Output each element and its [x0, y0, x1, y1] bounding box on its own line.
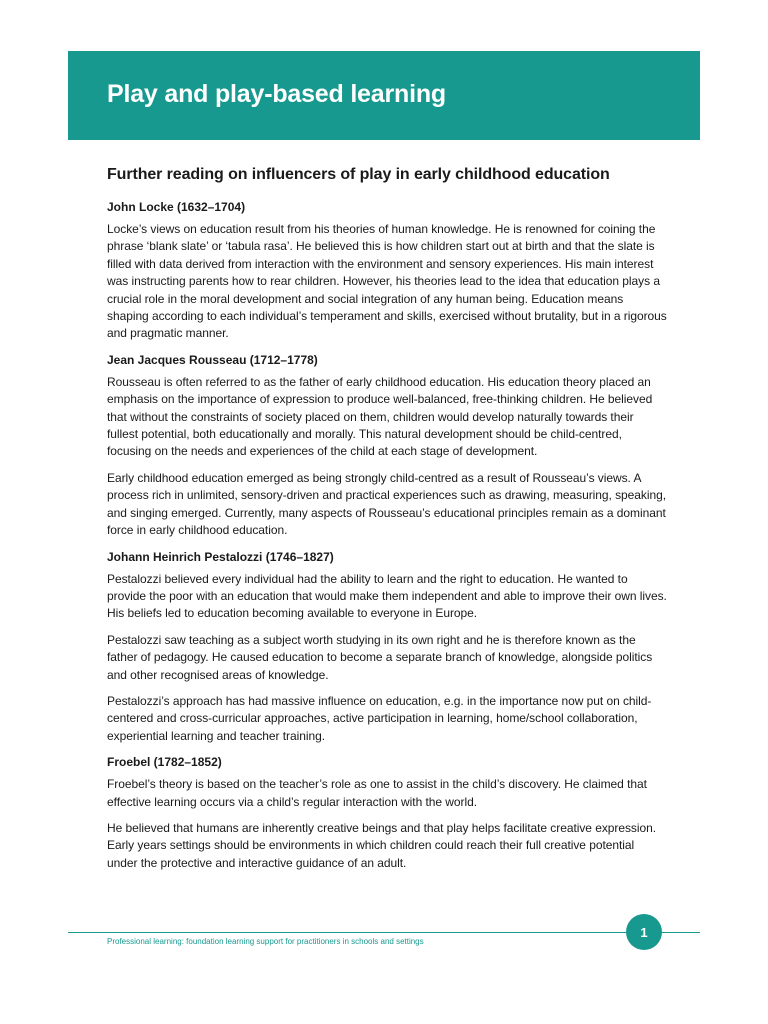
paragraph: Early childhood education emerged as being strongly child-centred as a result of Rousseau’s views. A process rich in unlimited, sensory-driven and practical experiences such as drawing, measuring, speaking, and singing emerged. Currently, many aspects of Rousseau’s educational principles remain as a dominant force in early childhood education. [107, 470, 667, 538]
title-banner [68, 51, 700, 140]
section-rousseau [107, 352, 667, 540]
paragraph: Pestalozzi saw teaching as a subject worth studying in its own right and he is therefore known as the father of pedagogy. He caused education to become a separate branch of knowledge, alongside politics and other recognised areas of knowledge. [107, 632, 653, 682]
section-heading: Froebel (1782–1852) [107, 755, 222, 770]
page-number-badge: 1 [626, 914, 662, 950]
main-content [107, 165, 667, 881]
paragraph: Pestalozzi believed every individual had the ability to learn and the right to education. He wanted to provide the poor with an education that would make them independent and able to improve their own lives. His beliefs led to education becoming available to everyone in Europe. [107, 571, 667, 621]
section-heading: Johann Heinrich Pestalozzi (1746–1827) [107, 549, 334, 564]
section-froebel [107, 754, 667, 872]
footer-text: Professional learning: foundation learning support for practitioners in schools and settings [107, 937, 424, 946]
paragraph: Rousseau is often referred to as the father of early childhood education. His education theory placed an emphasis on the importance of expression to produce well-balanced, free-thinking children. He believed that without the constraints of society placed on them, children would develop naturally towards their fullest potential, both educationally and morally. This natural development should be child-centred, focusing on the needs and experiences of the child at each stage of development. [107, 374, 653, 459]
paragraph: Locke’s views on education result from his theories of human knowledge. He is renowned for coining the phrase ‘blank slate’ or ‘tabula rasa’. He believed this is how children start out at birth and that the slate is filled with data derived from interaction with the environment and sensory experiences. His main interest was instructing parents how to rear children. However, his theories lead to the idea that education plays a crucial role in the moral development and social integration of any human being. Education means shaping according to each individual’s temperament and skills, exercised without brutality, but in a rigorous and pragmatic manner. [107, 222, 667, 341]
section-locke [107, 199, 667, 343]
section-heading: Jean Jacques Rousseau (1712–1778) [107, 352, 318, 367]
section-heading: John Locke (1632–1704) [107, 200, 246, 214]
paragraph: Froebel’s theory is based on the teacher’s role as one to assist in the child’s discovery. He claimed that effective learning occurs via a child’s regular interaction with the world. [107, 777, 647, 809]
paragraph: Pestalozzi’s approach has had massive influence on education, e.g. in the importance now put on child-centered and cross-curricular approaches, active participation in learning, home/school collaboration, experiential learning and teacher training. [107, 693, 652, 743]
section-subtitle: Further reading on influencers of play in early childhood education [107, 166, 610, 183]
footer-divider [68, 932, 700, 933]
paragraph: He believed that humans are inherently creative beings and that play helps facilitate creative expression. Early years settings should be environments in which children could reach their full creative potential under the protective and interactive guidance of an adult. [107, 820, 657, 870]
page-title: Play and play-based learning [107, 80, 446, 108]
section-pestalozzi [107, 549, 667, 746]
